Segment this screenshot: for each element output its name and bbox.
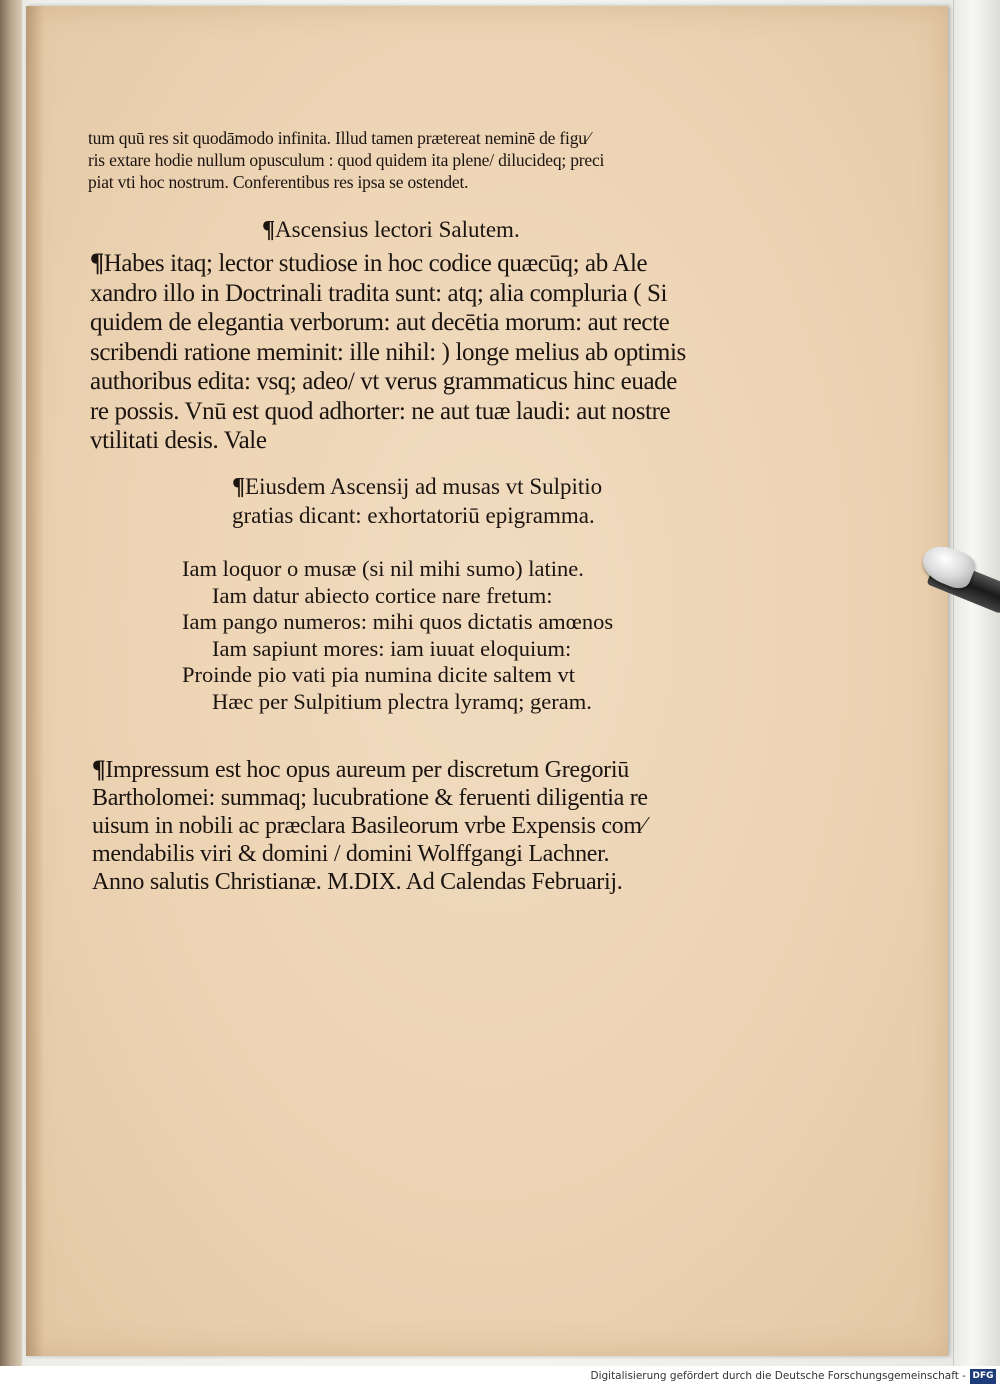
pilcrow-icon: ¶ bbox=[262, 216, 276, 243]
text-line: tum quū res sit quodāmodo infinita. Illud tamen prætereat neminē de figu⁄ bbox=[88, 128, 590, 148]
poem-line: Iam pango numeros: mihi quos dictatis amœnos bbox=[182, 609, 614, 634]
epigram-poem bbox=[182, 556, 613, 715]
funding-notice: Digitalisierung gefördert durch die Deutsche Forschungsgemeinschaft - bbox=[590, 1370, 966, 1382]
text-line: scribendi ratione meminit: ille nihil: ) longe melius ab optimis bbox=[90, 338, 686, 366]
dfg-logo: DFG bbox=[970, 1369, 996, 1384]
poem-line: Iam loquor o musæ (si nil mihi sumo) latine. bbox=[182, 556, 584, 581]
text-line: ris extare hodie nullum opusculum : quod quidem ita plene/ dilucideq; preci bbox=[88, 150, 605, 170]
colophon bbox=[92, 756, 648, 896]
text-line: xandro illo in Doctrinali tradita sunt: atq; alia compluria ( Si bbox=[90, 279, 668, 307]
continuation-text bbox=[88, 127, 604, 193]
book-spine-edge bbox=[0, 0, 22, 1366]
text-line: ¶Impressum est hoc opus aureum per discretum Gregoriū bbox=[92, 756, 629, 783]
greeting-heading bbox=[262, 216, 520, 244]
text-line: piat vti hoc nostrum. Conferentibus res ipsa se ostendet. bbox=[88, 172, 469, 192]
text-line: ¶Eiusdem Ascensij ad musas vt Sulpitio bbox=[232, 473, 603, 500]
poem-line: Hæc per Sulpitium plectra lyramq; geram. bbox=[212, 688, 592, 714]
pilcrow-icon: ¶ bbox=[232, 473, 246, 500]
text-line: authoribus edita: vsq; adeo/ vt verus grammaticus hinc euade bbox=[90, 368, 677, 395]
text-line: re possis. Vnū est quod adhorter: ne aut tuæ laudi: aut nostre bbox=[90, 397, 671, 425]
poem-line: Proinde pio vati pia numina dicite saltem vt bbox=[182, 662, 576, 687]
text-line: gratias dicant: exhortatoriū epigramma. bbox=[232, 503, 595, 528]
text-line: Anno salutis Christianæ. M.DIX. Ad Calendas Februarij. bbox=[92, 869, 623, 895]
poem-line: Iam sapiunt mores: iam iuuat eloquium: bbox=[212, 635, 572, 661]
letter-to-reader bbox=[90, 248, 686, 456]
pilcrow-icon: ¶ bbox=[92, 756, 106, 783]
text-line: quidem de elegantia verborum: aut decētia morum: aut recte bbox=[90, 309, 670, 336]
text-line: ¶Habes itaq; lector studiose in hoc codice quæcūq; ab Ale bbox=[90, 248, 648, 277]
footer-bar bbox=[0, 1366, 1000, 1389]
poem-line: Iam datur abiecto cortice nare fretum: bbox=[212, 582, 553, 608]
text-line: Bartholomei: summaq; lucubratione & feruenti diligentia re bbox=[92, 785, 648, 811]
book-cover-board bbox=[953, 0, 1000, 1366]
text-line: vtilitati desis. Vale bbox=[90, 427, 267, 454]
epigram-heading bbox=[232, 472, 602, 530]
pilcrow-icon: ¶ bbox=[90, 248, 104, 277]
page-gutter-shadow bbox=[26, 6, 44, 1356]
text-line: uisum in nobili ac præclara Basileorum vrbe Expensis com⁄ bbox=[92, 813, 646, 839]
greeting-heading-text: Ascensius lectori Salutem. bbox=[275, 217, 520, 242]
text-line: mendabilis viri & domini / domini Wolffgangi Lachner. bbox=[92, 841, 610, 867]
